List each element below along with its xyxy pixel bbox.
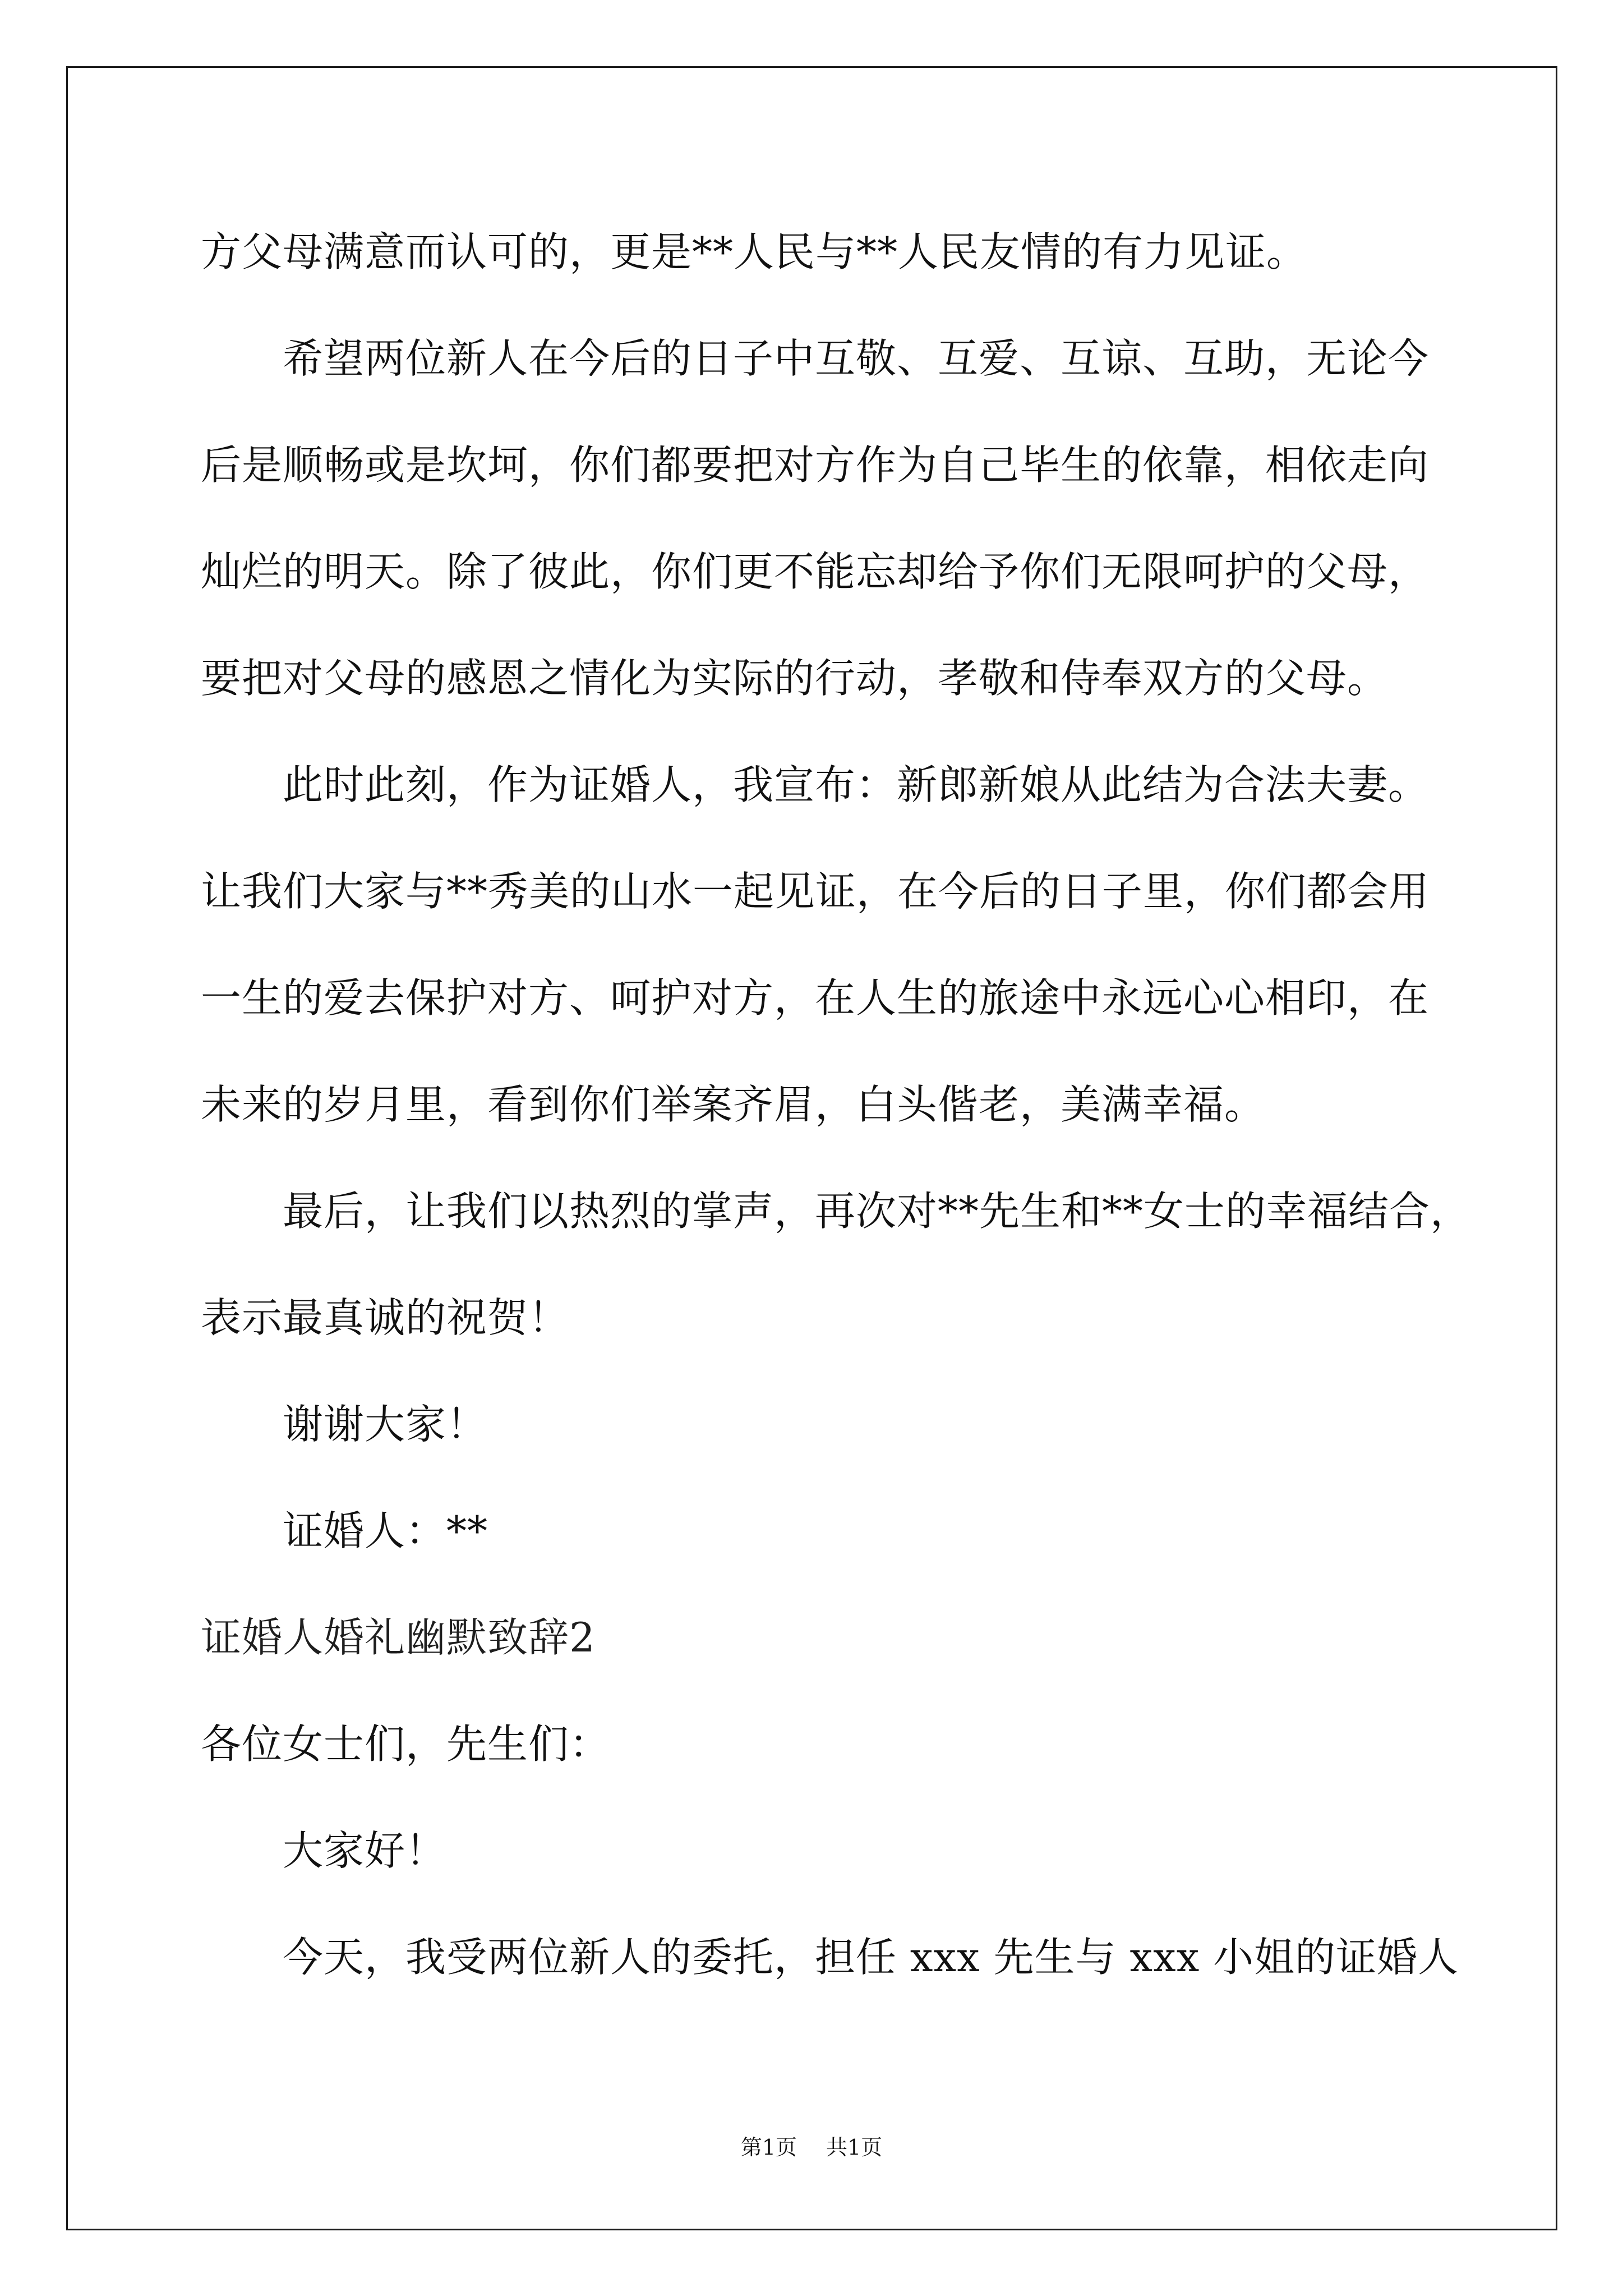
signature-line: 证婚人：** xyxy=(283,1507,488,1554)
text-line: 灿烂的明天。除了彼此，你们更不能忘却给予你们无限呵护的父母， xyxy=(201,548,1430,595)
salutation: 各位女士们，先生们： xyxy=(201,1720,611,1768)
text-line: 表示最真诚的祝贺！ xyxy=(201,1294,570,1341)
text-line: 未来的岁月里，看到你们举案齐眉，白头偕老，美满幸福。 xyxy=(201,1081,1266,1128)
closing-thanks: 谢谢大家！ xyxy=(283,1401,488,1448)
section-title: 证婚人婚礼幽默致辞2 xyxy=(201,1614,596,1661)
page-number-total: 共1页 xyxy=(826,2135,883,2160)
text-line: 让我们大家与**秀美的山水一起见证，在今后的日子里，你们都会用 xyxy=(201,868,1430,915)
text-line: 一生的爱去保护对方、呵护对方，在人生的旅途中永远心心相印，在 xyxy=(201,974,1430,1022)
text-line: 此时此刻，作为证婚人，我宣布：新郎新娘从此结为合法夫妻。 xyxy=(283,761,1430,808)
text-line: 最后，让我们以热烈的掌声，再次对**先生和**女士的幸福结合， xyxy=(283,1188,1472,1235)
text-line: 方父母满意而认可的，更是**人民与**人民友情的有力见证。 xyxy=(201,228,1308,275)
page-footer xyxy=(0,2132,1623,2163)
text-line: 今天，我受两位新人的委托，担任 xxx 先生与 xxx 小姐的证婚人 xyxy=(283,1934,1459,1981)
text-line: 要把对父母的感恩之情化为实际的行动，孝敬和侍奉双方的父母。 xyxy=(201,655,1389,702)
page-number-current: 第1页 xyxy=(740,2135,797,2160)
text-line: 希望两位新人在今后的日子中互敬、互爱、互谅、互助，无论今 xyxy=(283,335,1430,382)
text-line: 后是顺畅或是坎坷，你们都要把对方作为自己毕生的依靠，相依走向 xyxy=(201,441,1430,489)
greeting: 大家好！ xyxy=(283,1827,447,1874)
document-body xyxy=(201,199,1507,2010)
